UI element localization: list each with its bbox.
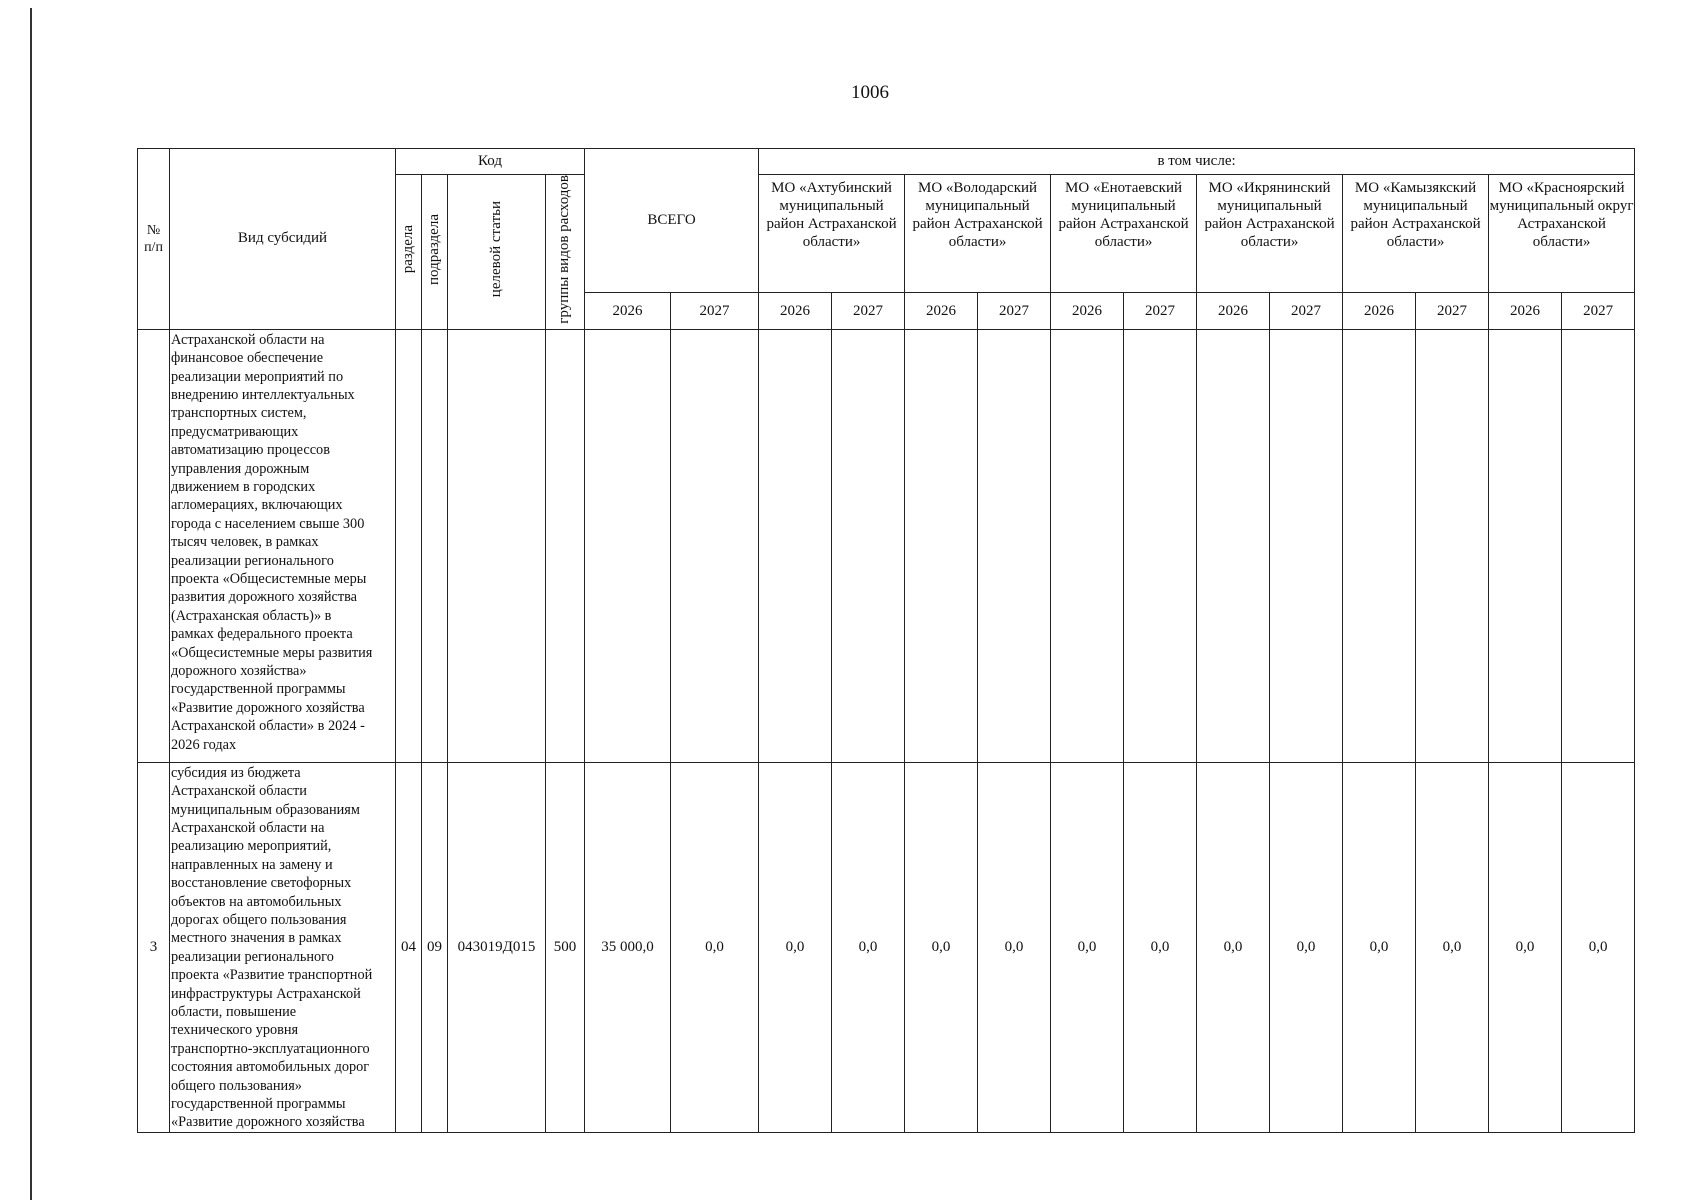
row-value: 0,0 [1270, 762, 1343, 1132]
col-header-podrazdel: подраздела [422, 175, 448, 330]
row-razdel: 04 [396, 762, 422, 1132]
year-header-total-2026: 2026 [585, 293, 671, 329]
col-header-razdel: раздела [396, 175, 422, 330]
row-value [1124, 329, 1197, 762]
row-value [585, 329, 671, 762]
col-header-mo-volodarsky: МО «Володарский муниципальный район Астраханской области» [905, 175, 1051, 293]
table-row [138, 762, 1635, 1132]
row-value [759, 329, 832, 762]
col-header-mo-ikryaninsky: МО «Икрянинский муниципальный район Астраханской области» [1197, 175, 1343, 293]
row-value: 0,0 [1051, 762, 1124, 1132]
year-header-mo6-2026: 2026 [1489, 293, 1562, 329]
row-value: 0,0 [905, 762, 978, 1132]
row-value [832, 329, 905, 762]
row-value: 0,0 [1197, 762, 1270, 1132]
row-podrazdel: 09 [422, 762, 448, 1132]
row-target: 043019Д015 [448, 762, 546, 1132]
col-header-target: целевой статьи [448, 175, 546, 330]
col-header-including: в том числе: [759, 149, 1635, 175]
row-number [138, 329, 170, 762]
year-header-mo3-2027: 2027 [1124, 293, 1197, 329]
row-value: 0,0 [1489, 762, 1562, 1132]
row-value [1343, 329, 1416, 762]
row-value: 0,0 [671, 762, 759, 1132]
year-header-mo5-2026: 2026 [1343, 293, 1416, 329]
year-header-mo6-2027: 2027 [1562, 293, 1635, 329]
row-value: 0,0 [759, 762, 832, 1132]
row-description: Астраханской области на финансовое обеспечение реализации мероприятий по внедрению интеллектуальных транспортных систем, предусматривающих автоматизацию процессов управления дорожным движением в городских агломерациях, включающих города с населением свыше 300 тысяч человек, в рамках реализации регионального проекта «Общесистемные меры развития дорожного хозяйства (Астраханская область)» в рамках федерального проекта «Общесистемные меры развития дорожного хозяйства» государственной программы «Развитие дорожного хозяйства Астраханской области» в 2024 - 2026 годах [170, 329, 396, 762]
row-value [1562, 329, 1635, 762]
col-header-total: ВСЕГО [585, 149, 759, 293]
col-header-code: Код [396, 149, 585, 175]
col-header-group: группы видов расходов [546, 175, 585, 330]
subsidy-table [137, 148, 1635, 1133]
row-value [1489, 329, 1562, 762]
col-header-number: № п/п [138, 149, 170, 330]
col-header-mo-kamyzyaksky: МО «Камызякский муниципальный район Астраханской области» [1343, 175, 1489, 293]
row-number: 3 [138, 762, 170, 1132]
row-value [1270, 329, 1343, 762]
row-value: 0,0 [832, 762, 905, 1132]
row-value: 0,0 [1562, 762, 1635, 1132]
year-header-mo1-2026: 2026 [759, 293, 832, 329]
year-header-mo2-2027: 2027 [978, 293, 1051, 329]
row-value [671, 329, 759, 762]
year-header-mo3-2026: 2026 [1051, 293, 1124, 329]
col-header-mo-enotaevsky: МО «Енотаевский муниципальный район Астраханской области» [1051, 175, 1197, 293]
row-description: субсидия из бюджета Астраханской области муниципальным образованиям Астраханской области на реализацию мероприятий, направленных на замену и восстановление светофорных объектов на автомобильных дорогах общего пользования местного значения в рамках реализации регионального проекта «Развитие транспортной инфраструктуры Астраханской области, повышение технического уровня транспортно-эксплуатационного состояния автомобильных дорог общего пользования» государственной программы «Развитие дорожного хозяйства [170, 762, 396, 1132]
col-header-mo-krasnoyarsky: МО «Красноярский муниципальный округ Астраханской области» [1489, 175, 1635, 293]
row-value [1416, 329, 1489, 762]
row-value: 0,0 [1124, 762, 1197, 1132]
row-value [978, 329, 1051, 762]
col-header-mo-akhtubinsky: МО «Ахтубинский муниципальный район Астраханской области» [759, 175, 905, 293]
row-podrazdel [422, 329, 448, 762]
left-margin-rule [30, 8, 32, 1200]
col-header-type: Вид субсидий [170, 149, 396, 330]
row-razdel [396, 329, 422, 762]
row-value: 35 000,0 [585, 762, 671, 1132]
year-header-mo4-2027: 2027 [1270, 293, 1343, 329]
row-value [905, 329, 978, 762]
year-header-mo4-2026: 2026 [1197, 293, 1270, 329]
row-value [1197, 329, 1270, 762]
year-header-mo2-2026: 2026 [905, 293, 978, 329]
row-value: 0,0 [1416, 762, 1489, 1132]
row-group: 500 [546, 762, 585, 1132]
row-value: 0,0 [978, 762, 1051, 1132]
year-header-mo1-2027: 2027 [832, 293, 905, 329]
row-value: 0,0 [1343, 762, 1416, 1132]
row-value [1051, 329, 1124, 762]
year-header-mo5-2027: 2027 [1416, 293, 1489, 329]
page-number: 1006 [851, 82, 889, 103]
year-header-total-2027: 2027 [671, 293, 759, 329]
table-row [138, 329, 1635, 762]
row-group [546, 329, 585, 762]
row-target [448, 329, 546, 762]
